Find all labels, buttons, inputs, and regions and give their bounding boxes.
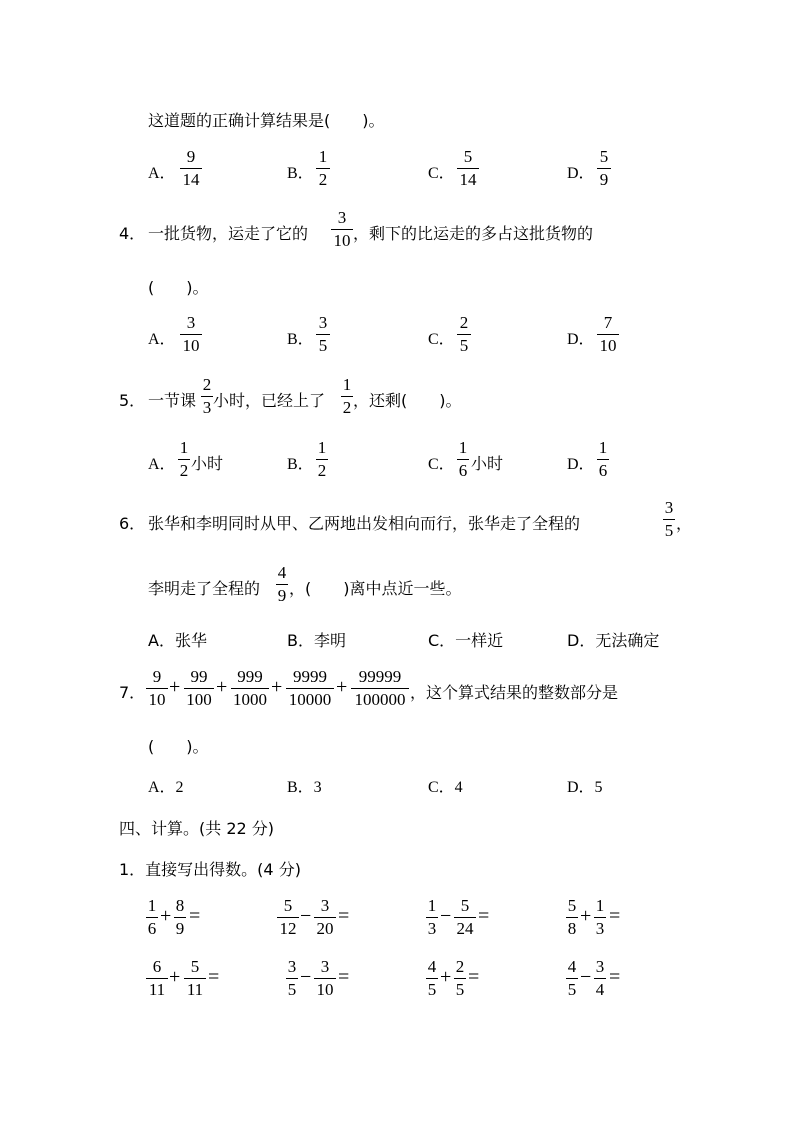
operator: − [440, 905, 452, 927]
option-letter: B． [287, 165, 314, 182]
option-fraction: 1 6 [458, 438, 468, 480]
option-letter: B． [287, 456, 314, 473]
inline-fraction: 1 2 [342, 375, 352, 417]
option-text: C．4 [428, 779, 463, 796]
inline-fraction: 3 5 [664, 498, 674, 540]
sum-fraction: 9999 10000 [286, 668, 334, 709]
operator: + [440, 966, 452, 988]
question-number: 4． [119, 224, 146, 243]
sum-fraction: 99 100 [184, 668, 214, 709]
question-text: ， [676, 514, 693, 533]
option-fraction: 1 2 [317, 438, 327, 480]
option-letter: A． [148, 331, 176, 348]
sum-fraction: 9 10 [146, 668, 168, 709]
question-text: 张华和李明同时从甲、乙两地出发相向而行，张华走了全程的 [148, 514, 581, 533]
fraction-a: 5 8 [567, 896, 577, 938]
option-text: D．5 [567, 779, 603, 796]
question-text: ，这个算式结果的整数部分是 [410, 683, 619, 702]
option-letter: B． [287, 331, 314, 348]
option-letter: D． [567, 456, 595, 473]
operator: − [580, 966, 592, 988]
question-number: 6． [119, 514, 146, 533]
equals-sign: = [468, 966, 480, 988]
fraction-a: 1 6 [147, 896, 157, 938]
option-letter: C． [428, 456, 455, 473]
option-text: A．2 [148, 779, 184, 796]
option-fraction: 5 14 [457, 148, 479, 189]
fraction-b: 3 10 [314, 958, 336, 999]
fraction-a: 3 5 [287, 957, 297, 999]
option-fraction: 5 9 [597, 148, 611, 189]
subsection-heading: 1．直接写出得数。(4 分) [119, 860, 301, 879]
option-letter: C． [428, 331, 455, 348]
fraction-a: 5 12 [277, 897, 299, 938]
operator: + [169, 966, 181, 988]
section-heading: 四、计算。(共 22 分) [119, 819, 275, 838]
option-fraction: 2 5 [457, 314, 471, 355]
question-text: 小时，已经上了 [213, 391, 326, 410]
option-fraction: 3 5 [316, 314, 330, 355]
equals-sign: = [208, 966, 220, 988]
option-fraction: 1 2 [179, 438, 189, 480]
fraction-b: 3 4 [595, 957, 605, 999]
option-letter: A． [148, 456, 176, 473]
sum-fraction: 99999 100000 [351, 668, 409, 709]
operator: − [300, 905, 312, 927]
question-text: 一批货物，运走了它的 [148, 224, 309, 243]
fraction-a: 1 3 [427, 896, 437, 938]
fraction-b: 1 3 [595, 896, 605, 938]
option-fraction: 1 6 [598, 438, 608, 480]
question-number: 5． [119, 391, 146, 410]
question-text: ，剩下的比运走的多占这批货物的 [353, 224, 594, 243]
equals-sign: = [189, 905, 201, 927]
inline-fraction: 2 3 [202, 375, 212, 417]
question-number: 7． [119, 683, 146, 702]
equals-sign: = [609, 966, 621, 988]
fraction-b: 2 5 [455, 957, 465, 999]
option-letter: D． [567, 331, 595, 348]
answer-blank: ( )。 [148, 278, 209, 297]
equals-sign: = [338, 905, 350, 927]
operator: − [300, 966, 312, 988]
option-fraction: 3 10 [180, 314, 202, 355]
option-text: D．无法确定 [567, 631, 660, 650]
equals-sign: = [478, 905, 490, 927]
option-fraction: 1 2 [316, 148, 330, 189]
fraction-b: 5 24 [454, 897, 476, 938]
inline-fraction: 4 9 [277, 563, 287, 605]
sum-fraction: 999 1000 [233, 667, 267, 709]
option-fraction: 9 14 [180, 148, 202, 189]
equals-sign: = [338, 966, 350, 988]
operator: + [580, 905, 592, 927]
inline-fraction: 3 10 [331, 209, 353, 250]
plus-sign: + [336, 676, 348, 698]
fraction-b: 5 11 [184, 958, 206, 999]
fraction-b: 3 20 [314, 897, 336, 938]
plus-sign: + [271, 676, 283, 698]
q3-stem: 这道题的正确计算结果是( )。 [148, 111, 385, 130]
answer-blank: ( )。 [148, 737, 209, 756]
option-letter: D． [567, 165, 595, 182]
operator: + [160, 905, 172, 927]
option-letter: A． [148, 165, 176, 182]
equals-sign: = [609, 905, 621, 927]
fraction-b: 8 9 [175, 896, 185, 938]
option-text: B．李明 [287, 631, 346, 650]
option-unit: 小时 [471, 454, 504, 473]
option-text: B．3 [287, 779, 322, 796]
question-text: ，还剩( )。 [353, 391, 462, 410]
option-unit: 小时 [191, 454, 224, 473]
plus-sign: + [169, 676, 181, 698]
fraction-a: 6 11 [146, 958, 168, 999]
question-text: ，( )离中点近一些。 [289, 579, 462, 598]
option-text: A．张华 [148, 631, 207, 650]
option-text: C．一样近 [428, 631, 504, 650]
question-text: 李明走了全程的 [148, 579, 261, 598]
option-letter: C． [428, 165, 455, 182]
option-fraction: 7 10 [597, 314, 619, 355]
fraction-a: 4 5 [567, 957, 577, 999]
question-text: 一节课 [148, 391, 197, 410]
plus-sign: + [216, 676, 228, 698]
fraction-a: 4 5 [427, 957, 437, 999]
